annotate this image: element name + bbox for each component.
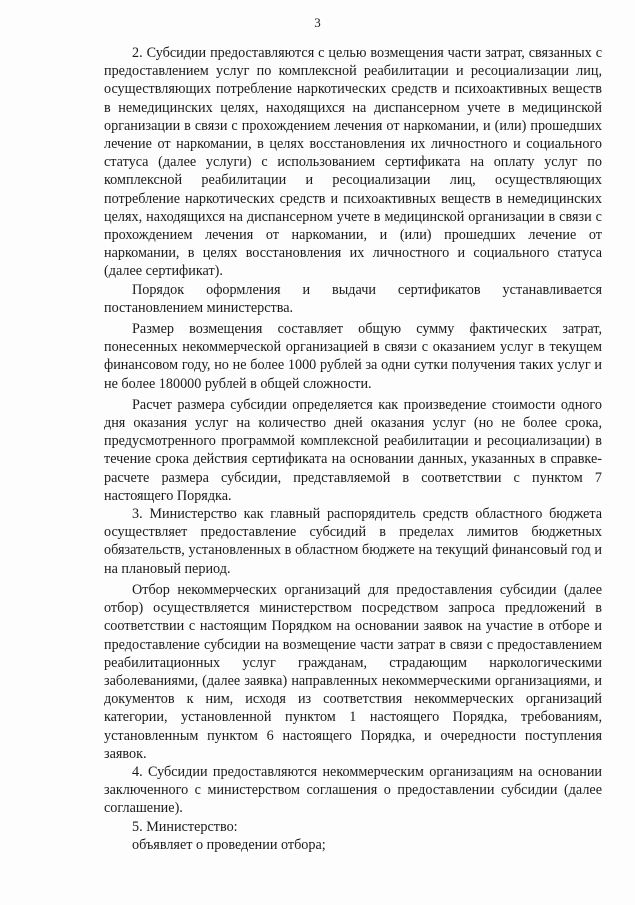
paragraph-subsidy-calculation: Расчет размера субсидии определяется как произведение стоимости одного дня оказания услуг на количество дней оказания услуг (но не более срока, предусмотренного программой комплексной реабилитации и ресоциализации) в течение срока действия сертификата на основании данных, указанных в справке-расчете размера субсидии, представляемой в соответствии с пунктом 7 настоящего Порядка. <box>104 396 602 504</box>
paragraph-5-ministry: 5. Министерство: <box>132 818 238 835</box>
paragraph-4-agreement: 4. Субсидии предоставляются некоммерческим организациям на основании заключенного с министерством соглашения о предоставлении субсидии (далее соглашение). <box>104 763 602 817</box>
paragraph-certificate-procedure: Порядок оформления и выдачи сертификатов устанавливается постановлением министерства. <box>104 281 602 316</box>
paragraph-selection: Отбор некоммерческих организаций для предоставления субсидии (далее отбор) осуществляется министерством посредством запроса предложений в соответствии с настоящим Порядком на основании заявок на участие в отборе и предоставление субсидии на возмещение части затрат в связи с предоставлением реабилитационных услуг гражданам, страдающим наркологическими заболеваниями, (далее заявка) направленных некоммерческими организациями, и документов к ним, исходя из соответствия некоммерческих организаций категории, установленной пунктом 1 настоящего Порядка, требованиям, установленным пунктом 6 настоящего Порядка, и очередности поступления заявок. <box>104 581 602 762</box>
paragraph-3-ministry-budget: 3. Министерство как главный распорядитель средств областного бюджета осуществляет предоставление субсидий в пределах лимитов бюджетных обязательств, установленных в областном бюджете на текущий финансовый год и на плановый период. <box>104 506 602 577</box>
paragraph-announces-selection: объявляет о проведении отбора; <box>132 836 326 853</box>
page-number: 3 <box>314 15 321 30</box>
document-body <box>104 44 602 854</box>
paragraph-reimbursement-amount: Размер возмещения составляет общую сумму фактических затрат, понесенных некоммерческой организацией в связи с оказанием услуг в текущем финансовом году, но не более 1000 рублей за одни сутки получения таких услуг и не более 180000 рублей в общей сложности. <box>104 321 602 392</box>
paragraph-2-subsidy-purpose: 2. Субсидии предоставляются с целью возмещения части затрат, связанных с предоставлением услуг по комплексной реабилитации и ресоциализации лиц, осуществляющих потребление наркотических средств и психоактивных веществ в немедицинских целях, находящихся на диспансерном учете в медицинской организации в связи с прохождением лечения от наркомании, и (или) прошедших лечение от наркомании, в целях восстановления их личностного и социального статуса (далее услуги) с использованием сертификата на оплату услуг по комплексной реабилитации и ресоциализации лиц, осуществляющих потребление наркотических средств и психоактивных веществ в немедицинских целях, находящихся на диспансерном учете в медицинской организации в связи с прохождением лечения от наркомании, и (или) прошедших лечение от наркомании, в целях восстановления их личностного и социального статуса (далее сертификат). <box>104 45 602 280</box>
